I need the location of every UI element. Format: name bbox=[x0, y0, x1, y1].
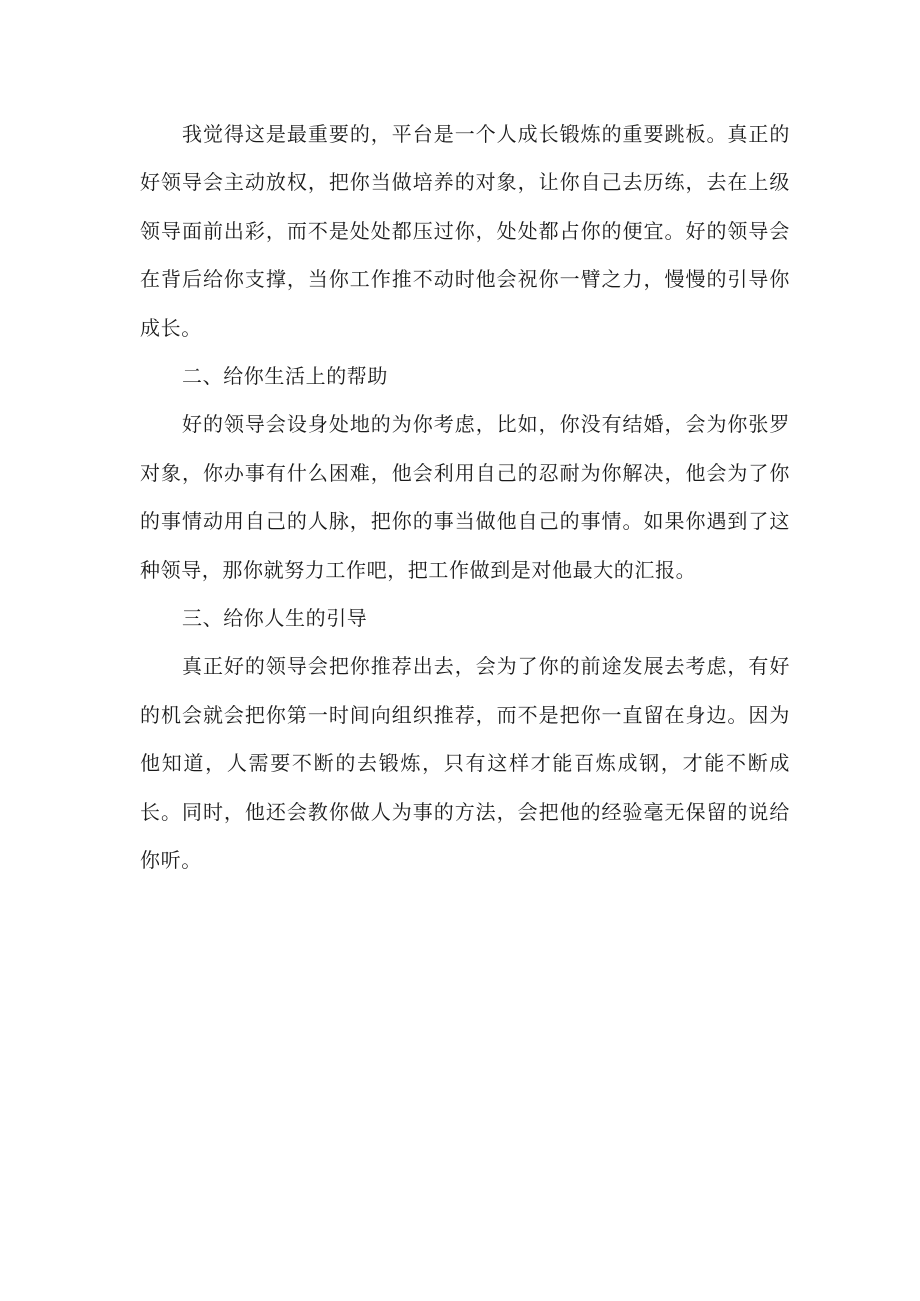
document-body bbox=[140, 110, 790, 885]
paragraph-life-help: 好的领导会设身处地的为你考虑，比如，你没有结婚，会为你张罗对象，你办事有什么困难，他会利用自己的忍耐为你解决，他会为了你的事情动用自己的人脉，把你的事当做他自己的事情。如果你遇到了这种领导，那你就努力工作吧，把工作做到是对他最大的汇报。 bbox=[140, 412, 790, 582]
section-heading-life-help: 二、给你生活上的帮助 bbox=[182, 364, 388, 389]
paragraph-platform: 我觉得这是最重要的，平台是一个人成长锻炼的重要跳板。真正的好领导会主动放权，把你当做培养的对象，让你自己去历练，去在上级领导面前出彩，而不是处处都压过你，处处都占你的便宜。好的领导会在背后给你支撑，当你工作推不动时他会祝你一臂之力，慢慢的引导你成长。 bbox=[140, 122, 790, 340]
paragraph-life-guidance: 真正好的领导会把你推荐出去，会为了你的前途发展去考虑，有好的机会就会把你第一时间向组织推荐，而不是把你一直留在身边。因为他知道，人需要不断的去锻炼，只有这样才能百炼成钢，才能不断成长。同时，他还会教你做人为事的方法，会把他的经验毫无保留的说给你听。 bbox=[140, 654, 790, 873]
section-heading-life-guidance: 三、给你人生的引导 bbox=[182, 606, 368, 631]
